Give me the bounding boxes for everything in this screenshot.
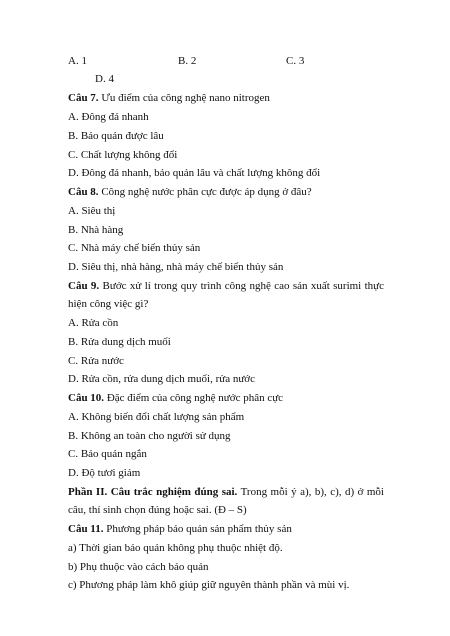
- question-11-text: Phương pháp bảo quản sản phẩm thủy sản: [103, 523, 292, 535]
- question-9-text-line1: Bước xử lí trong quy trình công nghệ cao sản xuất surimi thực: [99, 280, 384, 292]
- question-10-option-c: C. Bảo quản ngắn: [68, 448, 147, 460]
- question-8-text: Công nghệ nước phân cực được áp dụng ở đâu?: [98, 186, 312, 198]
- question-9-text-line2: hiện công việc gì?: [68, 298, 149, 310]
- part-2-label: Phần II. Câu trắc nghiệm đúng sai.: [68, 486, 238, 498]
- question-11-item-c: c) Phương pháp làm khô giúp giữ nguyên thành phần và mùi vị.: [68, 579, 350, 591]
- question-10-option-a: A. Không biến đổi chất lượng sản phẩm: [68, 411, 245, 423]
- question-10-option-d: D. Độ tươi giảm: [68, 467, 141, 479]
- option-c: C. 3: [286, 55, 305, 67]
- option-a: A. 1: [68, 55, 87, 67]
- question-8-option-c: C. Nhà máy chế biến thủy sản: [68, 242, 201, 254]
- question-8-option-a: A. Siêu thị: [68, 205, 116, 217]
- question-9-option-d: D. Rửa cồn, rửa dung dịch muối, rửa nước: [68, 373, 255, 385]
- part-2-heading: [68, 485, 384, 499]
- option-d: D. 4: [95, 73, 114, 85]
- question-11-label: Câu 11.: [68, 523, 104, 535]
- previous-question-options: [68, 54, 388, 68]
- question-10: [68, 391, 384, 405]
- question-7-option-a: A. Đông đá nhanh: [68, 111, 149, 123]
- question-9-label: Câu 9.: [68, 280, 100, 292]
- question-10-option-b: B. Không an toàn cho người sử dụng: [68, 430, 231, 442]
- question-11: [68, 522, 384, 536]
- question-10-label: Câu 10.: [68, 392, 105, 404]
- question-7-label: Câu 7.: [68, 92, 99, 104]
- question-9-option-c: C. Rửa nước: [68, 355, 124, 367]
- question-7-option-c: C. Chất lượng không đổi: [68, 149, 178, 161]
- question-11-item-b: b) Phụ thuộc vào cách bảo quản: [68, 561, 209, 573]
- question-7: [68, 91, 384, 105]
- question-9-option-a: A. Rửa cồn: [68, 317, 119, 329]
- question-9-option-b: B. Rửa dung dịch muối: [68, 336, 171, 348]
- question-10-text: Đặc điểm của công nghệ nước phân cực: [104, 392, 284, 404]
- question-7-option-d: D. Đông đá nhanh, bảo quản lâu và chất lượng không đổi: [68, 167, 321, 179]
- question-7-option-b: B. Bảo quản được lâu: [68, 130, 164, 142]
- option-b: B. 2: [178, 55, 197, 67]
- question-8-option-b: B. Nhà hàng: [68, 224, 124, 236]
- question-8: [68, 185, 384, 199]
- question-9: [68, 279, 384, 293]
- part-2-text-line1: Trong mỗi ý a), b), c), d) ở mỗi: [237, 486, 384, 498]
- question-8-label: Câu 8.: [68, 186, 99, 198]
- question-11-item-a: a) Thời gian bảo quản không phụ thuộc nhiệt độ.: [68, 542, 283, 554]
- question-8-option-d: D. Siêu thị, nhà hàng, nhà máy chế biến thủy sản: [68, 261, 284, 273]
- part-2-text-line2: câu, thí sinh chọn đúng hoặc sai. (Đ – S): [68, 504, 247, 516]
- question-7-text: Ưu điểm của công nghệ nano nitrogen: [98, 92, 270, 104]
